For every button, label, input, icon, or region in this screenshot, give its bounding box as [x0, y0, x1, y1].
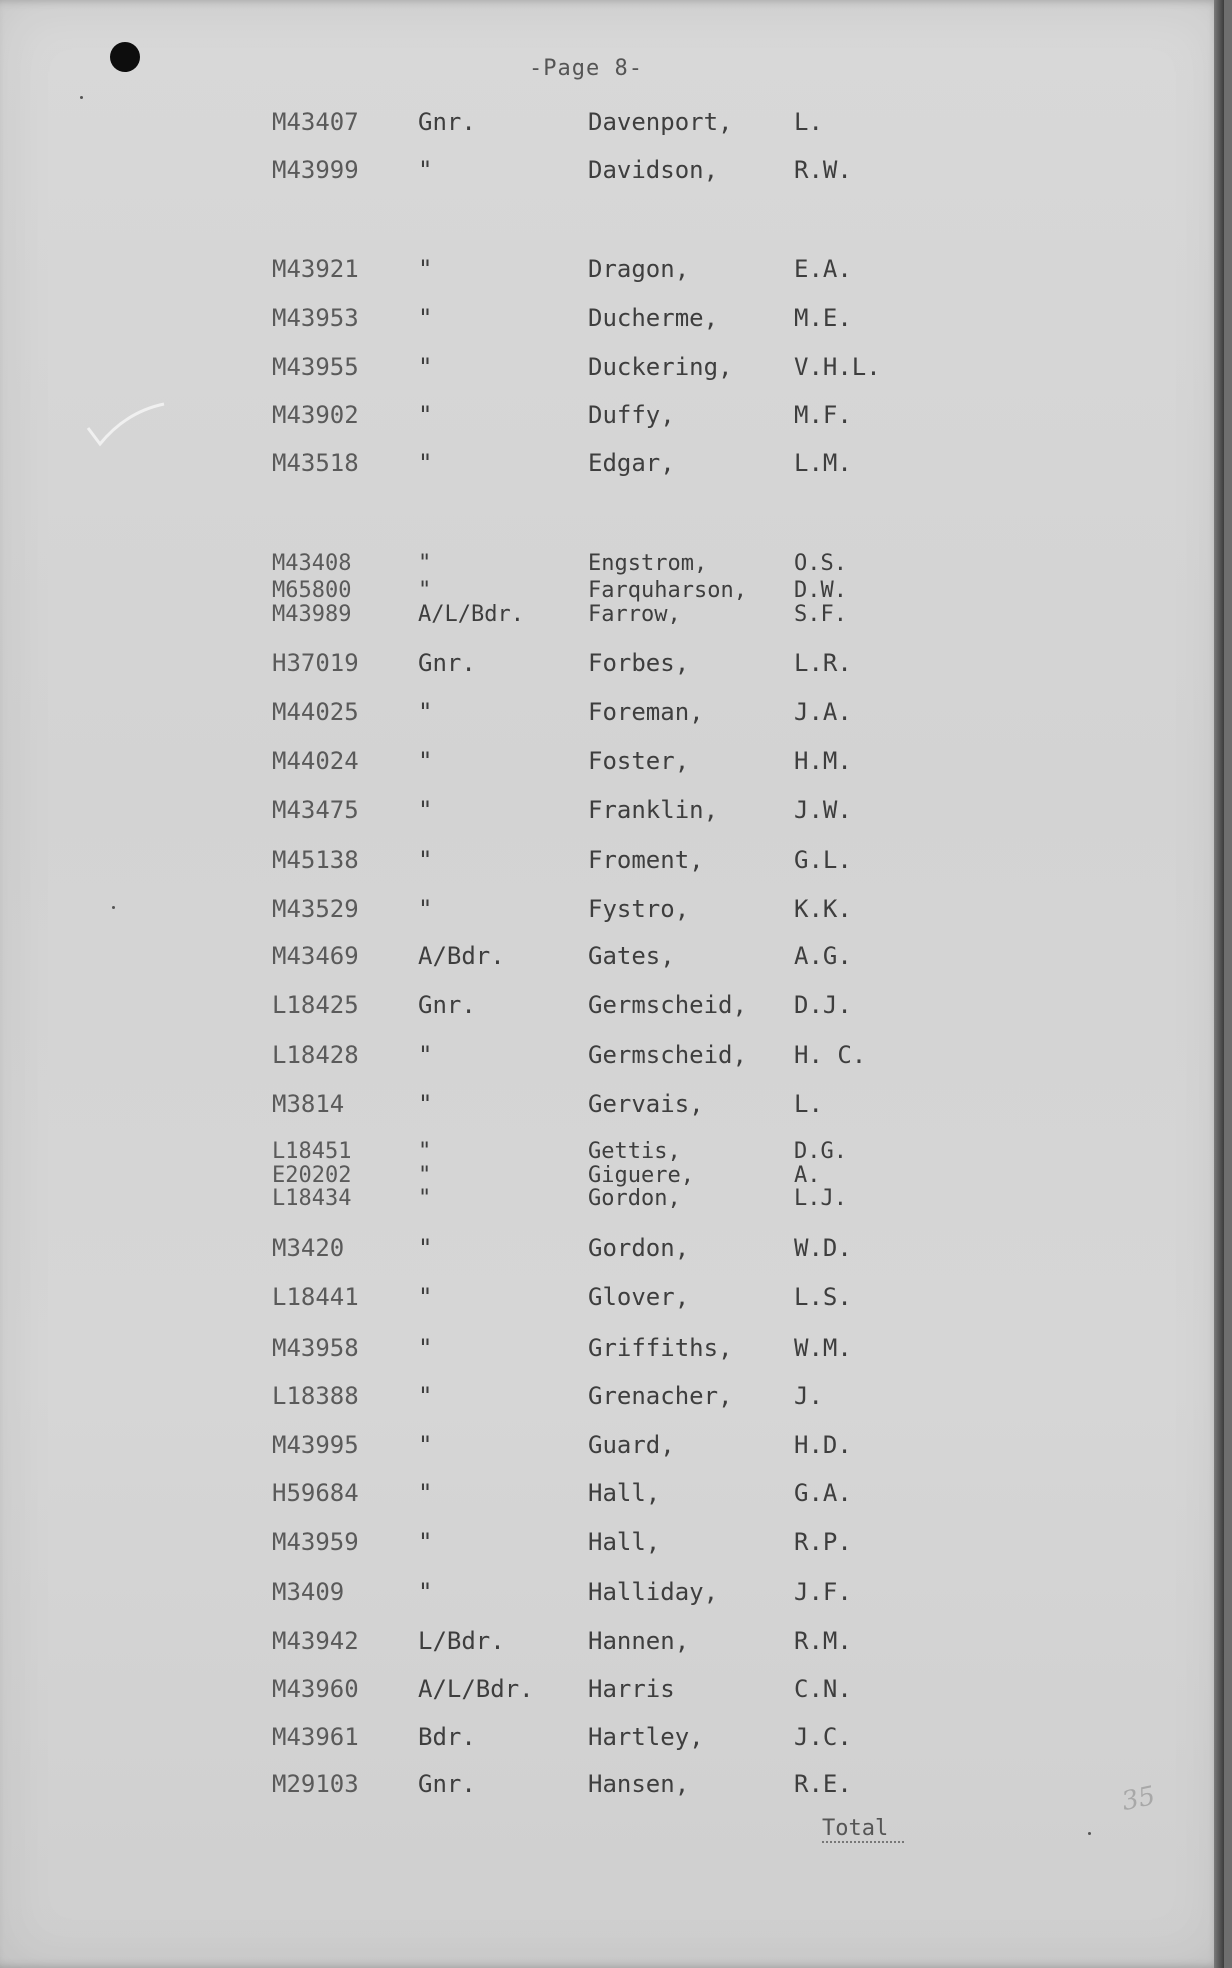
initials: J.C. — [794, 1723, 852, 1751]
surname: Hartley, — [588, 1723, 704, 1751]
service-number: M43518 — [272, 449, 359, 477]
surname: Gervais, — [588, 1090, 704, 1118]
service-number: L18441 — [272, 1283, 359, 1311]
total-label: Total — [822, 1816, 904, 1843]
service-number: E20202 — [272, 1163, 352, 1188]
rank: " — [418, 846, 433, 874]
list-item — [0, 795, 1224, 825]
surname: Ducherme, — [588, 304, 719, 332]
rank: " — [418, 1186, 432, 1211]
margin-note: 35 — [1119, 1780, 1158, 1818]
service-number: M43960 — [272, 1675, 359, 1703]
rank: " — [418, 156, 433, 184]
initials: A. — [794, 1163, 821, 1188]
rank: Gnr. — [418, 108, 476, 136]
list-item — [0, 1233, 1224, 1263]
surname: Forbes, — [588, 649, 690, 677]
page-number-header: -Page 8- — [529, 56, 643, 81]
page-edge-shadow — [1214, 0, 1224, 1968]
initials: L. — [794, 1090, 823, 1118]
surname: Foreman, — [588, 698, 704, 726]
service-number: L18434 — [272, 1186, 352, 1211]
service-number: M44025 — [272, 698, 359, 726]
list-item — [0, 1577, 1224, 1607]
list-item — [0, 1722, 1224, 1752]
initials: J.F. — [794, 1578, 852, 1606]
initials: L. — [794, 108, 823, 136]
list-item — [0, 746, 1224, 776]
rank: A/L/Bdr. — [418, 1675, 534, 1703]
surname: Hall, — [588, 1479, 661, 1507]
rank: " — [418, 551, 432, 576]
service-number: M43407 — [272, 108, 359, 136]
list-item — [0, 1089, 1224, 1119]
rank: " — [418, 1139, 432, 1164]
surname: Grenacher, — [588, 1382, 733, 1410]
rank: " — [418, 1528, 433, 1556]
ink-speck — [80, 96, 83, 99]
service-number: M44024 — [272, 747, 359, 775]
initials: G.L. — [794, 846, 852, 874]
list-item — [0, 448, 1224, 478]
rank: " — [418, 353, 433, 381]
rank: " — [418, 1090, 433, 1118]
service-number: M43902 — [272, 401, 359, 429]
rank: " — [418, 1334, 433, 1362]
rank: " — [418, 1431, 433, 1459]
surname: Griffiths, — [588, 1334, 733, 1362]
initials: E.A. — [794, 255, 852, 283]
rank: " — [418, 1041, 433, 1069]
rank: " — [418, 1163, 432, 1188]
rank: " — [418, 1283, 433, 1311]
initials: R.W. — [794, 156, 852, 184]
service-number: M65800 — [272, 578, 352, 603]
surname: Glover, — [588, 1283, 690, 1311]
initials: L.J. — [794, 1186, 847, 1211]
surname: Guard, — [588, 1431, 675, 1459]
list-item — [0, 303, 1224, 333]
surname: Harris — [588, 1675, 675, 1703]
rank: " — [418, 1578, 433, 1606]
list-item — [0, 1674, 1224, 1704]
list-item — [0, 941, 1224, 971]
service-number: L18388 — [272, 1382, 359, 1410]
initials: L.M. — [794, 449, 852, 477]
service-number: M43955 — [272, 353, 359, 381]
service-number: M43961 — [272, 1723, 359, 1751]
surname: Germscheid, — [588, 991, 747, 1019]
surname: Davenport, — [588, 108, 733, 136]
service-number: M3409 — [272, 1578, 345, 1606]
service-number: M43953 — [272, 304, 359, 332]
list-item — [0, 400, 1224, 430]
initials: H. C. — [794, 1041, 867, 1069]
service-number: L18451 — [272, 1139, 352, 1164]
service-number: M45138 — [272, 846, 359, 874]
rank: A/Bdr. — [418, 942, 505, 970]
rank: " — [418, 304, 433, 332]
list-item — [0, 1140, 1224, 1164]
list-item — [0, 1187, 1224, 1211]
service-number: L18425 — [272, 991, 359, 1019]
surname: Hansen, — [588, 1770, 690, 1798]
service-number: M43469 — [272, 942, 359, 970]
service-number: M43989 — [272, 602, 352, 627]
service-number: M43995 — [272, 1431, 359, 1459]
list-item — [0, 845, 1224, 875]
initials: W.D. — [794, 1234, 852, 1262]
service-number: M43529 — [272, 895, 359, 923]
initials: O.S. — [794, 551, 847, 576]
list-item — [0, 1478, 1224, 1508]
list-item — [0, 1164, 1224, 1188]
list-item — [0, 1040, 1224, 1070]
initials: J. — [794, 1382, 823, 1410]
rank: L/Bdr. — [418, 1627, 505, 1655]
list-item — [0, 1430, 1224, 1460]
rank: " — [418, 1382, 433, 1410]
surname: Hannen, — [588, 1627, 690, 1655]
surname: Foster, — [588, 747, 690, 775]
list-item — [0, 579, 1224, 603]
initials: D.W. — [794, 578, 847, 603]
list-item — [0, 1381, 1224, 1411]
initials: A.G. — [794, 942, 852, 970]
service-number: M43942 — [272, 1627, 359, 1655]
rank: Gnr. — [418, 1770, 476, 1798]
rank: " — [418, 449, 433, 477]
initials: J.A. — [794, 698, 852, 726]
list-item — [0, 1527, 1224, 1557]
initials: C.N. — [794, 1675, 852, 1703]
service-number: M43408 — [272, 551, 352, 576]
service-number: M43958 — [272, 1334, 359, 1362]
initials: L.R. — [794, 649, 852, 677]
initials: M.E. — [794, 304, 852, 332]
initials: J.W. — [794, 796, 852, 824]
rank: A/L/Bdr. — [418, 602, 524, 627]
list-item — [0, 107, 1224, 137]
list-item — [0, 1333, 1224, 1363]
initials: K.K. — [794, 895, 852, 923]
initials: L.S. — [794, 1283, 852, 1311]
list-item — [0, 254, 1224, 284]
initials: M.F. — [794, 401, 852, 429]
initials: G.A. — [794, 1479, 852, 1507]
rank: " — [418, 747, 433, 775]
rank: " — [418, 255, 433, 283]
initials: R.M. — [794, 1627, 852, 1655]
service-number: L18428 — [272, 1041, 359, 1069]
surname: Gettis, — [588, 1139, 681, 1164]
list-item — [0, 1626, 1224, 1656]
rank: " — [418, 1479, 433, 1507]
service-number: H59684 — [272, 1479, 359, 1507]
surname: Gates, — [588, 942, 675, 970]
surname: Dragon, — [588, 255, 690, 283]
service-number: M3420 — [272, 1234, 345, 1262]
surname: Edgar, — [588, 449, 675, 477]
service-number: M43959 — [272, 1528, 359, 1556]
surname: Farquharson, — [588, 578, 747, 603]
initials: R.E. — [794, 1770, 852, 1798]
initials: W.M. — [794, 1334, 852, 1362]
initials: D.G. — [794, 1139, 847, 1164]
service-number: M29103 — [272, 1770, 359, 1798]
service-number: M43921 — [272, 255, 359, 283]
service-number: M3814 — [272, 1090, 345, 1118]
surname: Germscheid, — [588, 1041, 747, 1069]
service-number: M43475 — [272, 796, 359, 824]
surname: Engstrom, — [588, 551, 708, 576]
rank: Gnr. — [418, 649, 476, 677]
initials: D.J. — [794, 991, 852, 1019]
list-item — [0, 1282, 1224, 1312]
surname: Gordon, — [588, 1234, 690, 1262]
initials: R.P. — [794, 1528, 852, 1556]
surname: Duffy, — [588, 401, 675, 429]
initials: V.H.L. — [794, 353, 881, 381]
list-item — [0, 352, 1224, 382]
surname: Hall, — [588, 1528, 661, 1556]
surname: Davidson, — [588, 156, 719, 184]
service-number: M43999 — [272, 156, 359, 184]
list-item — [0, 552, 1224, 576]
list-item — [0, 1769, 1224, 1799]
rank: " — [418, 698, 433, 726]
surname: Gordon, — [588, 1186, 681, 1211]
rank: Bdr. — [418, 1723, 476, 1751]
surname: Duckering, — [588, 353, 733, 381]
rank: Gnr. — [418, 991, 476, 1019]
initials: H.D. — [794, 1431, 852, 1459]
list-item — [0, 697, 1224, 727]
list-item — [0, 990, 1224, 1020]
list-item — [0, 894, 1224, 924]
surname: Giguere, — [588, 1163, 694, 1188]
initials: H.M. — [794, 747, 852, 775]
rank: " — [418, 578, 432, 603]
rank: " — [418, 1234, 433, 1262]
rank: " — [418, 895, 433, 923]
surname: Franklin, — [588, 796, 719, 824]
rank: " — [418, 796, 433, 824]
rank: " — [418, 401, 433, 429]
list-item — [0, 603, 1224, 627]
surname: Halliday, — [588, 1578, 719, 1606]
ink-speck — [1088, 1832, 1091, 1835]
service-number: H37019 — [272, 649, 359, 677]
surname: Fystro, — [588, 895, 690, 923]
surname: Farrow, — [588, 602, 681, 627]
list-item — [0, 648, 1224, 678]
initials: S.F. — [794, 602, 847, 627]
surname: Froment, — [588, 846, 704, 874]
list-item — [0, 155, 1224, 185]
